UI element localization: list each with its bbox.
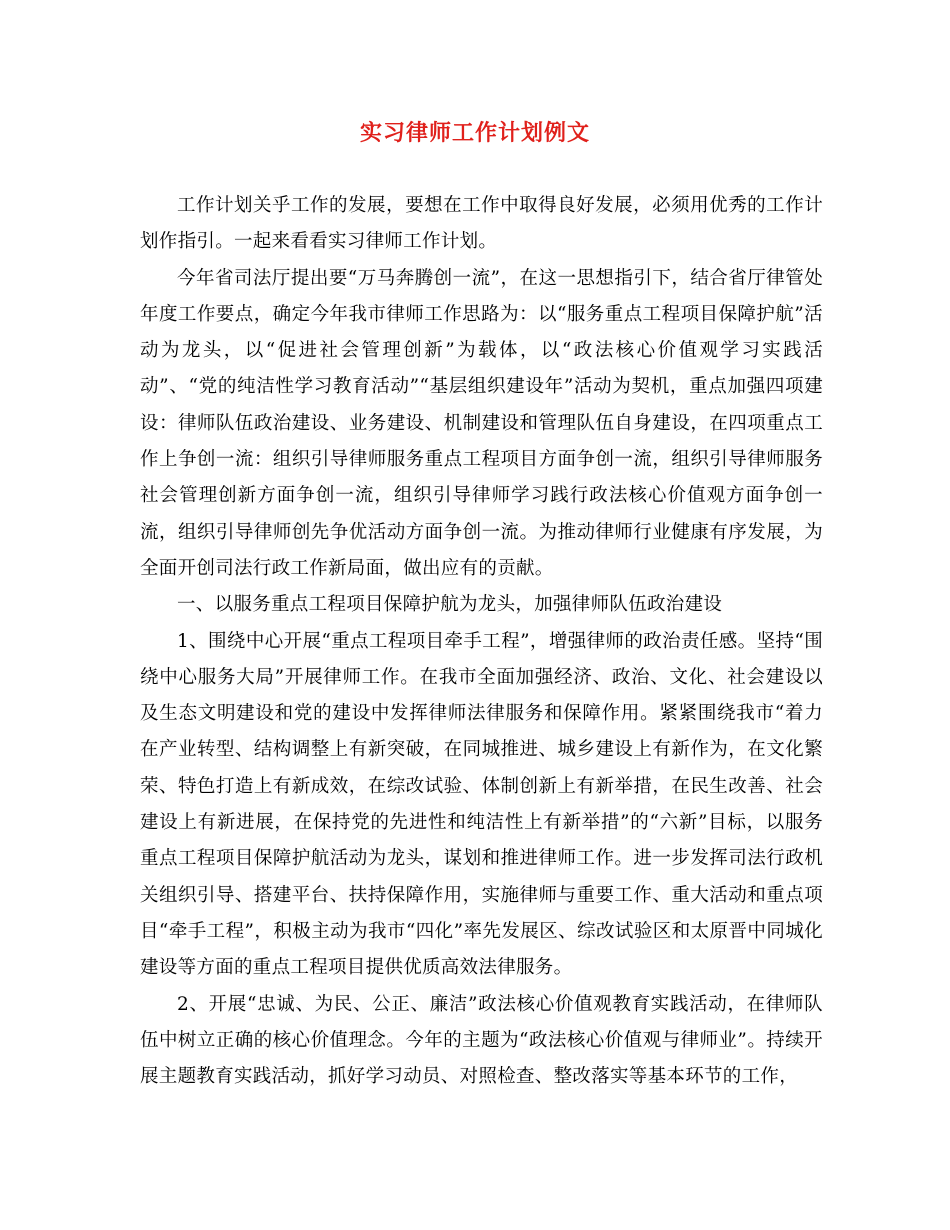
document-title: 实习律师工作计划例文 — [359, 120, 590, 146]
paragraph-item-1: 1、围绕中心开展“重点工程项目牵手工程”，增强律师的政治责任感。坚持“围绕中心服务大局”开展律师工作。在我市全面加强经济、政治、文化、社会建设以及生态文明建设和党的建设中发挥律师法律服务和保障作用。紧紧围绕我市“着力在产业转型、结构调整上有新突破，在同城推进、城乡建设上有新作为，在文化繁荣、特色打造上有新成效，在综改试验、体制创新上有新举措，在民生改善、社会建设上有新进展，在保持党的先进性和纯洁性上有新举措”的“六新”目标，以服务重点工程项目保障护航活动为龙头，谋划和推进律师工作。进一步发挥司法行政机关组织引导、搭建平台、扶持保障作用，实施律师与重要工作、重大活动和重点项目“牵手工程”，积极主动为我市“四化”率先发展区、综改试验区和太原晋中同城化建设等方面的重点工程项目提供优质高效法律服务。 — [140, 630, 823, 979]
paragraph-intro: 工作计划关乎工作的发展，要想在工作中取得良好发展，必须用优秀的工作计划作指引。一起来看看实习律师工作计划。 — [140, 195, 823, 253]
document-body — [140, 188, 823, 1095]
paragraph-section-heading-1: 一、以服务重点工程项目保障护航为龙头，加强律师队伍政治建设 — [177, 594, 723, 616]
paragraph-item-2: 2、开展“忠诚、为民、公正、廉洁”政法核心价值观教育实践活动，在律师队伍中树立正确的核心价值理念。今年的主题为“政法核心价值观与律师业”。持续开展主题教育实践活动，抓好学习动员、对照检查、整改落实等基本环节的工作， — [140, 993, 823, 1088]
paragraph-work-approach: 今年省司法厅提出要“万马奔腾创一流”，在这一思想指引下，结合省厅律管处年度工作要点，确定今年我市律师工作思路为：以“服务重点工程项目保障护航”活动为龙头，以“促进社会管理创新”为载体，以“政法核心价值观学习实践活动”、“党的纯洁性学习教育活动”“基层组织建设年”活动为契机，重点加强四项建设：律师队伍政治建设、业务建设、机制建设和管理队伍自身建设，在四项重点工作上争创一流：组织引导律师服务重点工程项目方面争创一流，组织引导律师服务社会管理创新方面争创一流，组织引导律师学习践行政法核心价值观方面争创一流，组织引导律师创先争优活动方面争创一流。为推动律师行业健康有序发展，为全面开创司法行政工作新局面，做出应有的贡献。 — [140, 267, 823, 579]
